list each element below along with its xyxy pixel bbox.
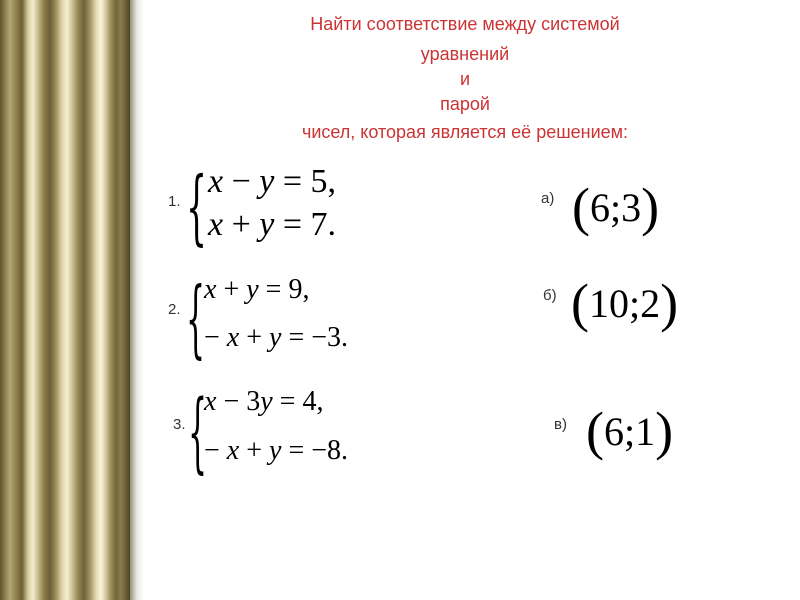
system-number-2: 2. xyxy=(168,301,181,318)
answer-letter-a: а) xyxy=(541,190,555,207)
equation-3-2: − x + y = −8. xyxy=(204,435,349,466)
equation-2-1: x + y = 9, xyxy=(204,274,310,305)
answer-letter-b: б) xyxy=(543,287,557,304)
equation-3-1: x − 3y = 4, xyxy=(204,386,324,417)
title-line-5: чисел, которая является её решением: xyxy=(301,122,629,142)
title-line-4: парой xyxy=(440,94,490,114)
answer-pair-b: (10;2) xyxy=(571,273,679,333)
title-line-2: уравнений xyxy=(420,44,510,64)
equation-1-2: x + y = 7. xyxy=(208,206,337,243)
brace-icon: { xyxy=(188,382,208,484)
equation-1-1: x − y = 5, xyxy=(208,163,337,200)
title-line-1: Найти соответствие между системой xyxy=(310,14,620,34)
system-number-3: 3. xyxy=(173,416,186,433)
decorative-border xyxy=(0,0,130,600)
answer-pair-a: (6;3) xyxy=(572,177,660,237)
answer-letter-c: в) xyxy=(554,416,567,433)
brace-icon: { xyxy=(186,160,208,255)
system-number-1: 1. xyxy=(168,193,181,210)
equation-2-2: − x + y = −3. xyxy=(204,322,349,353)
title-line-3: и xyxy=(459,69,471,89)
answer-pair-c: (6;1) xyxy=(586,401,674,461)
brace-icon: { xyxy=(186,270,206,368)
border-shadow xyxy=(130,0,144,600)
